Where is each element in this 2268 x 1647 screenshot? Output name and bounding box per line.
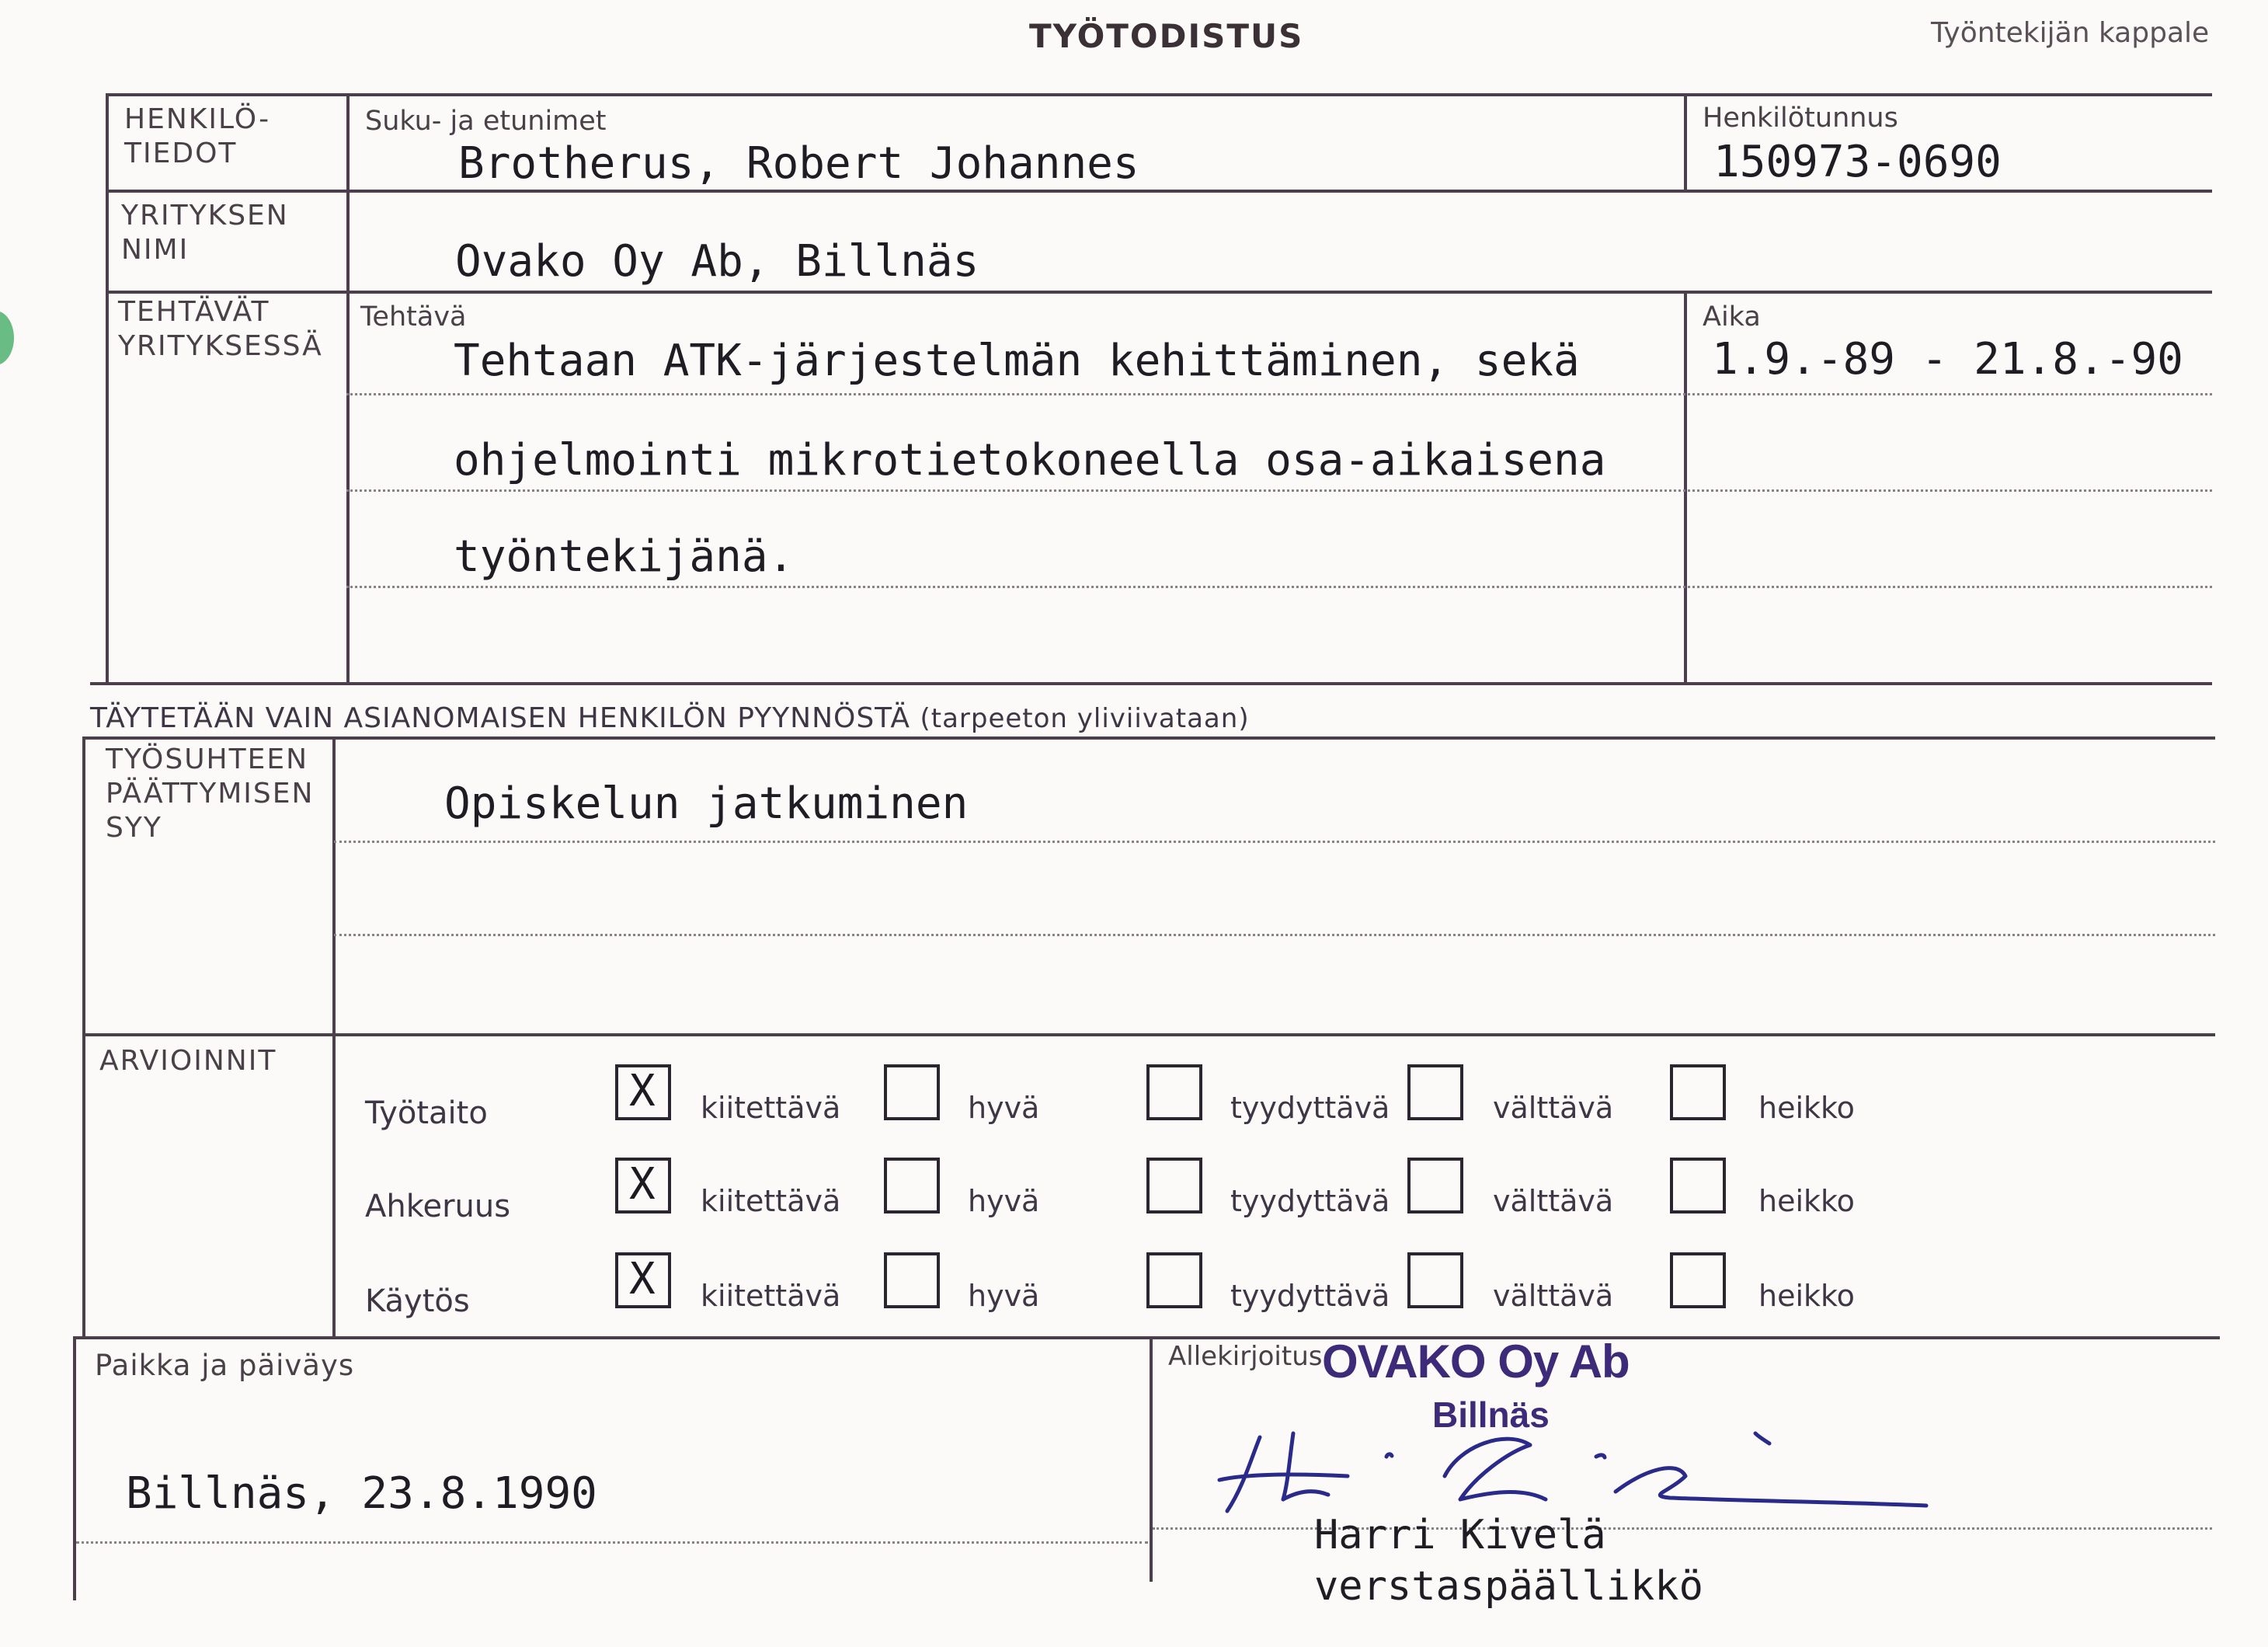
rating-option-label: välttävä <box>1493 1184 1614 1218</box>
rating-option-label: välttävä <box>1493 1279 1614 1313</box>
time-value: 1.9.-89 - 21.8.-90 <box>1712 334 2183 385</box>
personal-section-label: HENKILÖ- TIEDOT <box>124 103 271 169</box>
signer-name: Harri Kivelä <box>1314 1512 1606 1558</box>
check-mark: X <box>629 1254 656 1304</box>
place-value: Billnäs, 23.8.1990 <box>126 1468 597 1519</box>
dotted-line <box>76 1541 1148 1544</box>
rating-checkbox[interactable] <box>615 1064 671 1120</box>
handwritten-signature <box>1212 1414 1950 1523</box>
rule <box>82 1033 2215 1036</box>
request-notice <box>90 702 1250 734</box>
request-notice-main: TÄYTETÄÄN VAIN ASIANOMAISEN HENKILÖN PYYNNÖSTÄ <box>90 702 911 734</box>
rating-option-label: heikko <box>1758 1184 1855 1218</box>
rating-checkbox[interactable] <box>1670 1064 1726 1120</box>
rating-checkbox[interactable] <box>1146 1158 1202 1213</box>
rating-option-label: hyvä <box>968 1184 1040 1218</box>
rule <box>76 1336 2220 1339</box>
rating-option-label: hyvä <box>968 1091 1040 1125</box>
rating-option-label: kiitettävä <box>701 1184 841 1218</box>
id-label: Henkilötunnus <box>1703 103 1898 134</box>
rating-checkbox[interactable] <box>1407 1252 1463 1308</box>
rule <box>82 736 85 1339</box>
signature-label: Allekirjoitus <box>1168 1341 1323 1372</box>
ratings-section-label: ARVIOINNIT <box>99 1045 277 1077</box>
time-label: Aika <box>1703 301 1761 333</box>
company-stamp-line2: Billnäs <box>1432 1395 1550 1435</box>
company-name-value: Ovako Oy Ab, Billnäs <box>455 236 979 287</box>
company-stamp-line1: OVAKO Oy Ab <box>1322 1335 1630 1388</box>
rule <box>332 736 336 1339</box>
rating-row-label: Työtaito <box>365 1095 488 1131</box>
rating-option-label: tyydyttävä <box>1230 1184 1390 1218</box>
rating-option-label: tyydyttävä <box>1230 1091 1390 1125</box>
rating-checkbox[interactable] <box>615 1158 671 1213</box>
rating-checkbox[interactable] <box>884 1252 940 1308</box>
dotted-line <box>346 586 2212 588</box>
dotted-line <box>334 841 2215 843</box>
dotted-line <box>334 934 2215 936</box>
task-line: työntekijänä. <box>454 531 795 582</box>
copy-note: Työntekijän kappale <box>1931 17 2210 49</box>
place-label: Paikka ja päiväys <box>95 1349 355 1382</box>
task-line: ohjelmointi mikrotietokoneella osa-aikaisena <box>454 435 1606 486</box>
name-label: Suku- ja etunimet <box>365 106 607 137</box>
rating-option-label: välttävä <box>1493 1091 1614 1125</box>
rating-checkbox[interactable] <box>1670 1158 1726 1213</box>
rating-checkbox[interactable] <box>1146 1252 1202 1308</box>
document-title: TYÖTODISTUS <box>1029 17 1304 55</box>
edge-mark <box>0 311 14 365</box>
check-mark: X <box>629 1159 656 1210</box>
signer-title: verstaspäällikkö <box>1314 1563 1703 1610</box>
rating-checkbox[interactable] <box>884 1064 940 1120</box>
rating-checkbox[interactable] <box>1407 1064 1463 1120</box>
rating-checkbox[interactable] <box>1407 1158 1463 1213</box>
rating-option-label: kiitettävä <box>701 1279 841 1313</box>
rating-row-label: Ahkeruus <box>365 1189 511 1224</box>
rating-option-label: heikko <box>1758 1091 1855 1125</box>
rule <box>106 190 2212 193</box>
name-value: Brotherus, Robert Johannes <box>458 138 1139 189</box>
dotted-line <box>346 489 2212 492</box>
rule <box>1150 1336 1153 1582</box>
tasks-section-label: TEHTÄVÄT YRITYKSESSÄ <box>118 296 323 362</box>
rating-row-label: Käytös <box>365 1283 470 1319</box>
rule <box>1684 292 1687 684</box>
check-mark: X <box>629 1066 656 1116</box>
rating-checkbox[interactable] <box>615 1252 671 1308</box>
dotted-line <box>346 393 2212 395</box>
rating-checkbox[interactable] <box>884 1158 940 1213</box>
rule <box>106 291 2212 294</box>
rating-option-label: heikko <box>1758 1279 1855 1313</box>
rule <box>1684 93 1687 193</box>
termination-value: Opiskelun jatkuminen <box>444 778 969 829</box>
rule <box>73 1336 76 1600</box>
id-value: 150973-0690 <box>1713 137 2002 187</box>
rating-checkbox[interactable] <box>1146 1064 1202 1120</box>
rule <box>346 93 350 684</box>
rating-checkbox[interactable] <box>1670 1252 1726 1308</box>
rule <box>90 682 2212 685</box>
request-notice-note: (tarpeeton yliviivataan) <box>920 703 1250 734</box>
rule <box>106 93 109 684</box>
rule <box>109 93 2212 96</box>
rating-option-label: hyvä <box>968 1279 1040 1313</box>
rule <box>84 736 2215 740</box>
rating-option-label: tyydyttävä <box>1230 1279 1390 1313</box>
dotted-line <box>1153 1527 2212 1530</box>
rating-option-label: kiitettävä <box>701 1091 841 1125</box>
task-line: Tehtaan ATK-järjestelmän kehittäminen, sekä <box>454 336 1580 386</box>
company-section-label: YRITYKSEN NIMI <box>121 200 289 266</box>
task-label: Tehtävä <box>360 301 467 333</box>
termination-section-label: TYÖSUHTEEN PÄÄTTYMISEN SYY <box>106 743 315 844</box>
